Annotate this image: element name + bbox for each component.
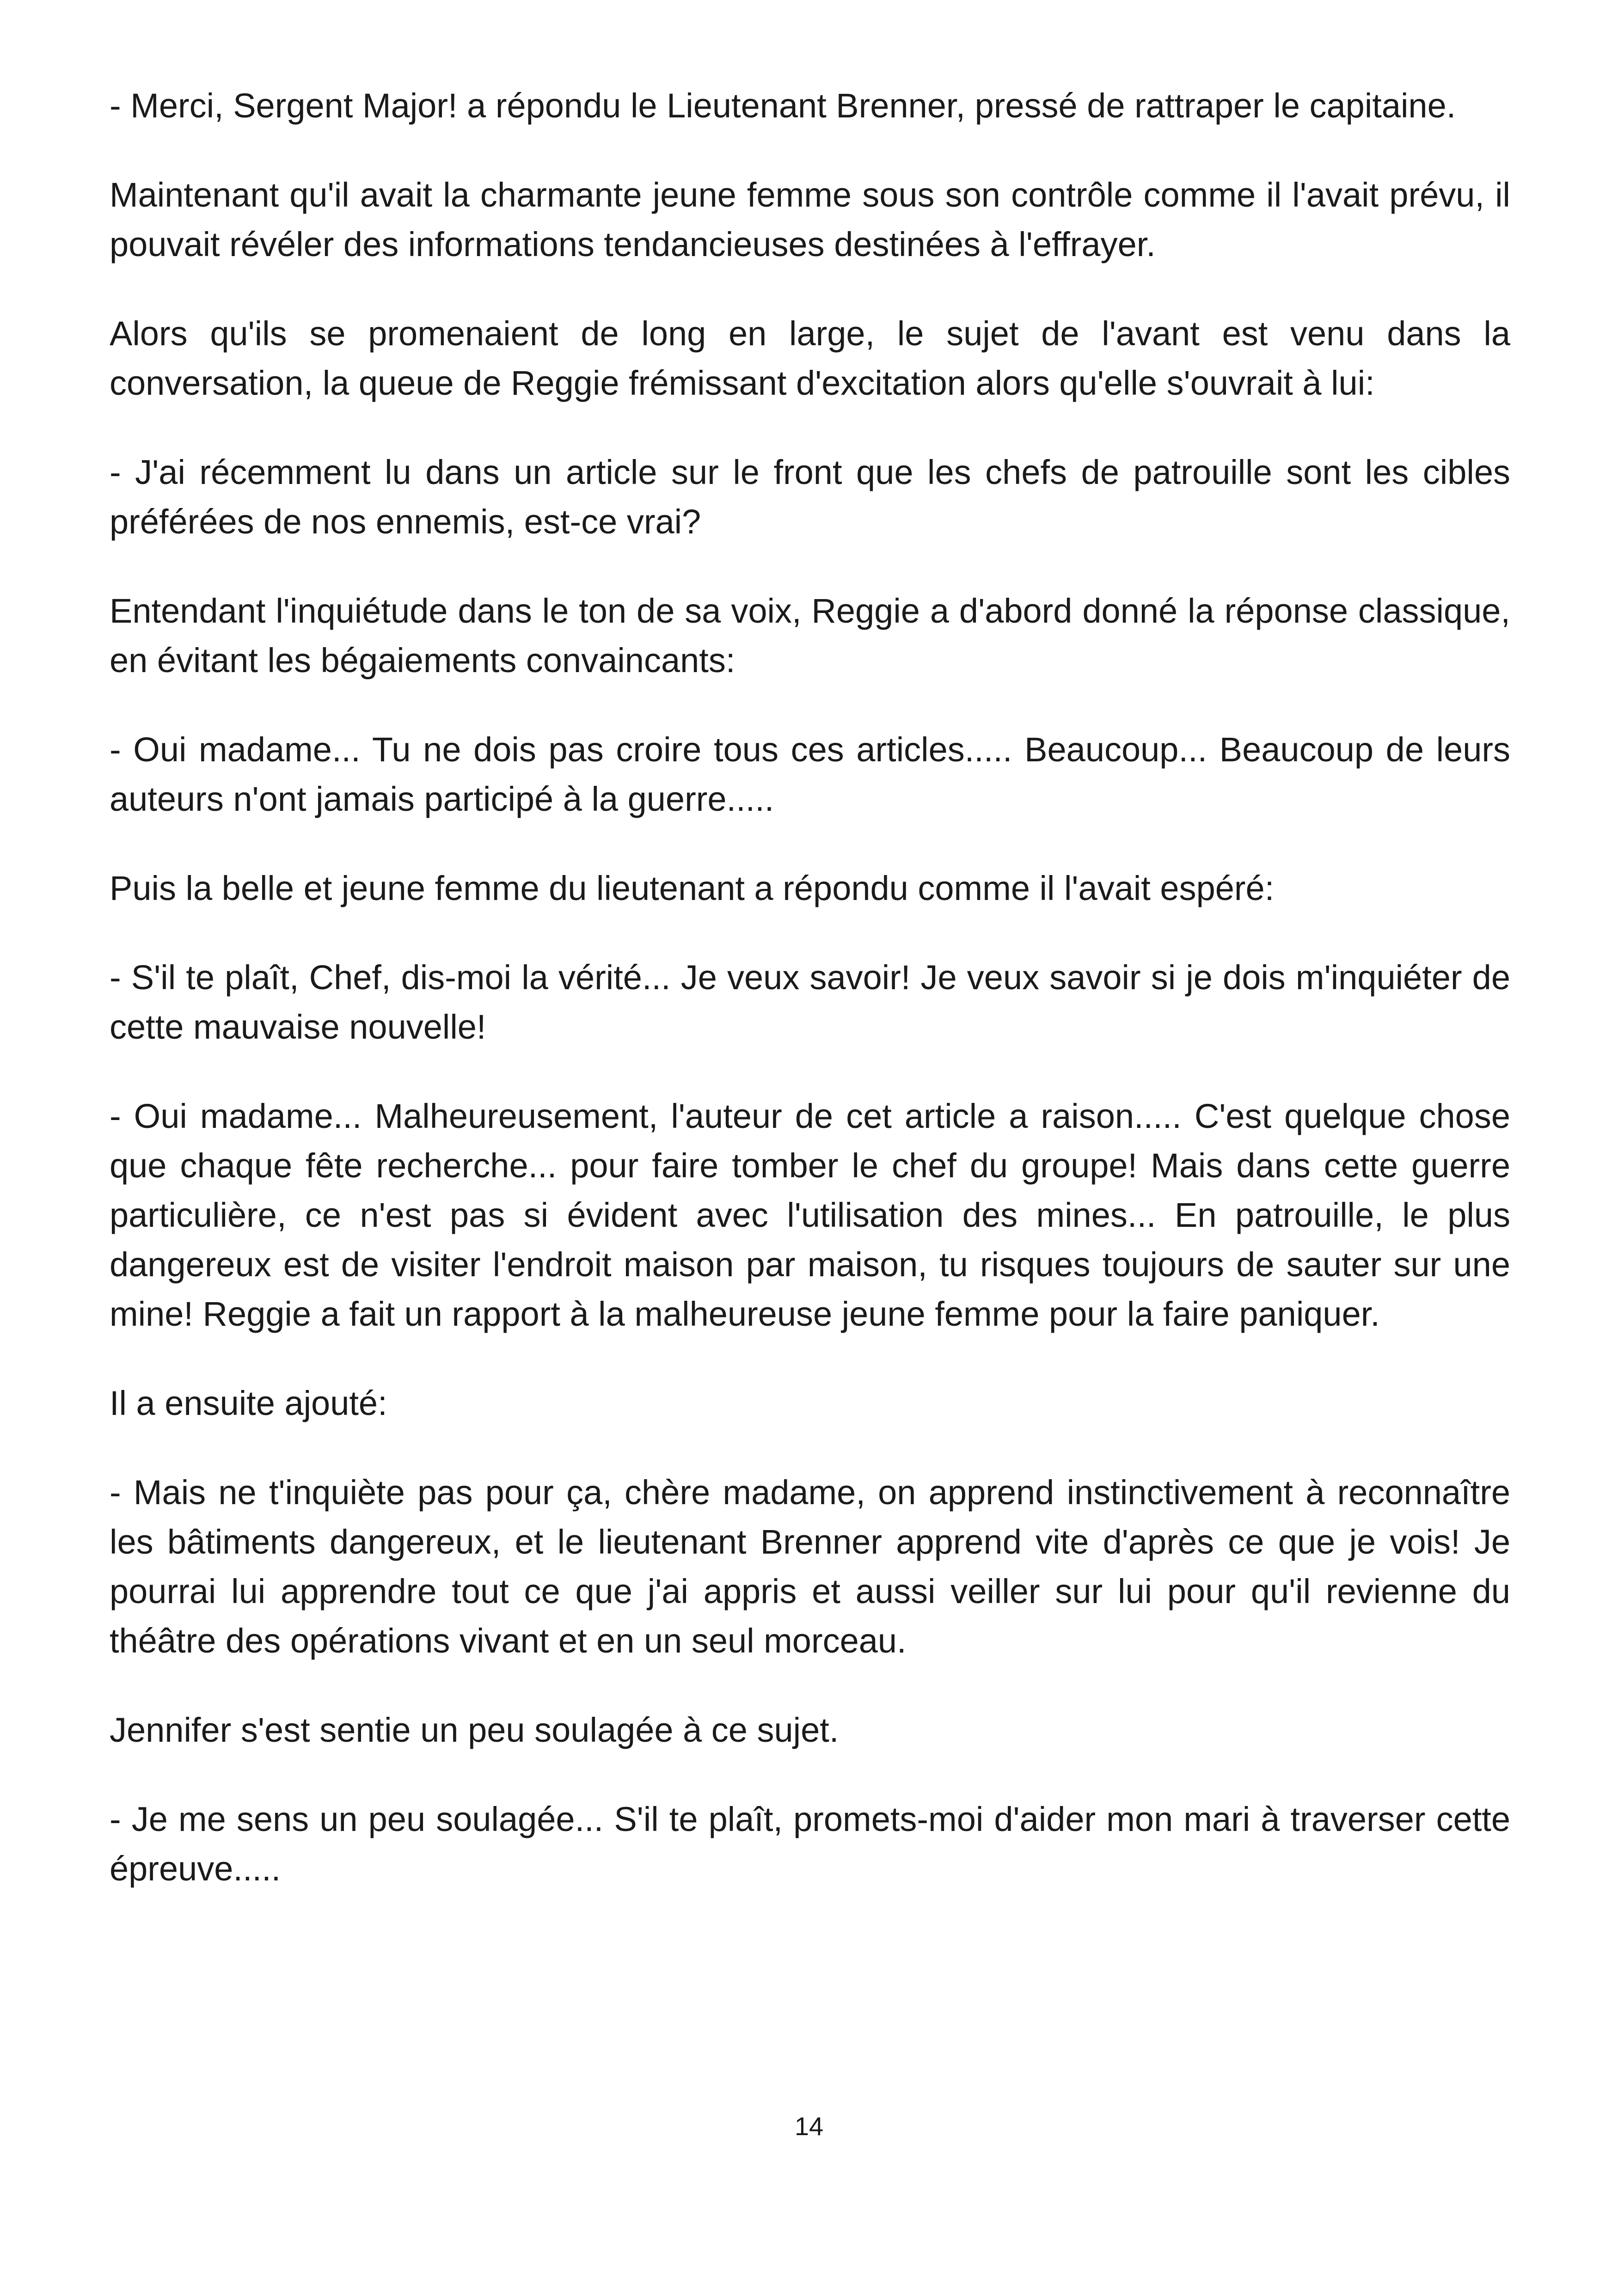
paragraph-6: - Oui madame... Tu ne dois pas croire tous ces articles..... Beaucoup... Beaucoup de leurs auteurs n'ont jamais participé à la guerre.....	[110, 730, 1510, 818]
paragraph-12: Jennifer s'est sentie un peu soulagée à ce sujet.	[110, 1711, 839, 1749]
paragraph-11: - Mais ne t'inquiète pas pour ça, chère madame, on apprend instinctivement à reconnaître les bâtiments dangereux, et le lieutenant Brenner apprend vite d'après ce que je vois! Je pourrai lui apprendre tout ce que j'ai appris et aussi veiller sur lui pour qu'il revienne du théâtre des opérations vivant et en un seul morceau.	[110, 1473, 1510, 1660]
page-number: 14	[794, 2112, 824, 2141]
paragraph-3: Alors qu'ils se promenaient de long en large, le sujet de l'avant est venu dans la conversation, la queue de Reggie frémissant d'excitation alors qu'elle s'ouvrait à lui:	[110, 314, 1510, 402]
paragraph-13: - Je me sens un peu soulagée... S'il te plaît, promets-moi d'aider mon mari à traverser cette épreuve.....	[110, 1800, 1510, 1888]
paragraph-1: - Merci, Sergent Major! a répondu le Lieutenant Brenner, pressé de rattraper le capitaine.	[110, 86, 1456, 125]
body-text	[110, 81, 1510, 1933]
paragraph-7: Puis la belle et jeune femme du lieutenant a répondu comme il l'avait espéré:	[110, 869, 1275, 907]
paragraph-8: - S'il te plaît, Chef, dis-moi la vérité... Je veux savoir! Je veux savoir si je dois m'inquiéter de cette mauvaise nouvelle!	[110, 958, 1510, 1046]
paragraph-4: - J'ai récemment lu dans un article sur le front que les chefs de patrouille sont les cibles préférées de nos ennemis, est-ce vrai?	[110, 453, 1510, 541]
paragraph-2: Maintenant qu'il avait la charmante jeune femme sous son contrôle comme il l'avait prévu, il pouvait révéler des informations tendancieuses destinées à l'effrayer.	[110, 176, 1510, 263]
paragraph-5: Entendant l'inquiétude dans le ton de sa voix, Reggie a d'abord donné la réponse classique, en évitant les bégaiements convaincants:	[110, 592, 1510, 680]
paragraph-10: Il a ensuite ajouté:	[110, 1384, 387, 1422]
paragraph-9: - Oui madame... Malheureusement, l'auteur de cet article a raison..... C'est quelque chose que chaque fête recherche... pour faire tomber le chef du groupe! Mais dans cette guerre particulière, ce n'est pas si évident avec l'utilisation des mines... En patrouille, le plus dangereux est de visiter l'endroit maison par maison, tu risques toujours de sauter sur une mine! Reggie a fait un rapport à la malheureuse jeune femme pour la faire paniquer.	[110, 1097, 1510, 1333]
